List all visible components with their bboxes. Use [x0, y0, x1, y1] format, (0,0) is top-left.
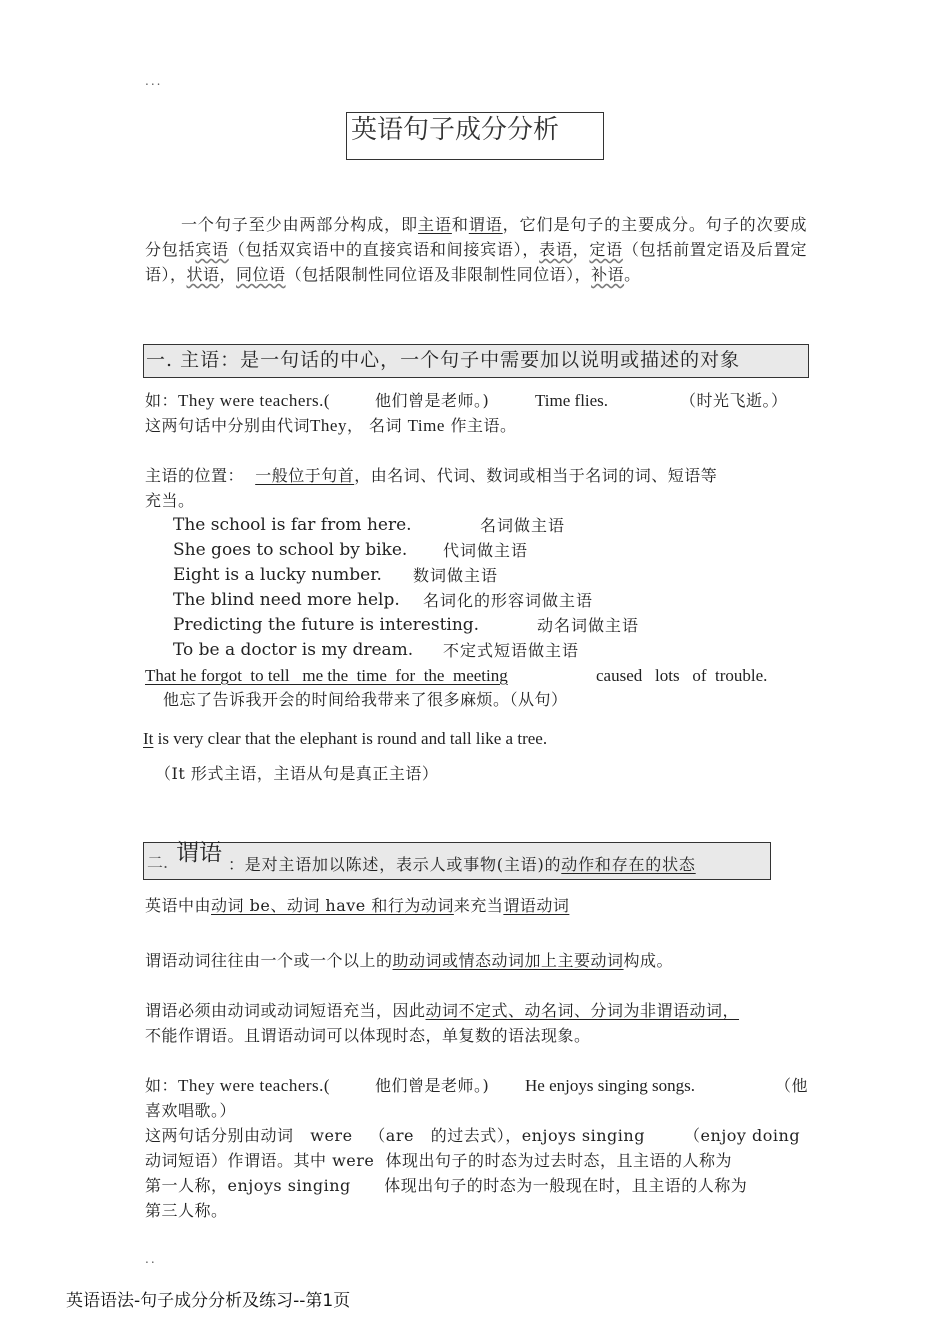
- line-underlined: 助动词或情态动词加上主要动词: [392, 951, 624, 970]
- section2-big: 谓语: [176, 840, 222, 866]
- s2-explain2: 动词短语）作谓语。其中 were 体现出句子的时态为过去时态，且主语的人称为: [145, 1151, 733, 1170]
- s2-example2-en: He enjoys singing songs.: [525, 1076, 695, 1095]
- intro-text: ，: [572, 240, 590, 259]
- it-word: It: [143, 729, 154, 748]
- term-adverbial: 状语: [186, 265, 220, 284]
- clause-subject: [145, 663, 508, 688]
- example-en: Eight is a lucky number.: [173, 565, 382, 585]
- example-en: She goes to school by bike.: [173, 540, 408, 560]
- line-underlined: 动词不定式、动名词、分词为非谓语动词，: [425, 1001, 740, 1020]
- s2-explain3: 第一人称，enjoys singing 体现出句子的时态为一般现在时，且主语的人称为: [145, 1176, 748, 1195]
- term-object: 宾语: [195, 240, 229, 259]
- line-text: 来充当: [453, 896, 504, 915]
- s2-explain1: 这两句话分别由动词 were （are 的过去式），enjoys singing （enjoy doing: [145, 1126, 801, 1145]
- example-note: 动名词做主语: [537, 616, 640, 635]
- example-note: 名词化的形容词做主语: [423, 591, 594, 610]
- example1-en: They were teachers.(: [178, 391, 331, 410]
- example-note: 名词做主语: [480, 516, 566, 535]
- term-attributive: 定语: [589, 240, 623, 259]
- example1-en: They were teachers.(: [178, 1076, 331, 1095]
- line-text: 英语中由: [145, 896, 212, 915]
- example-note: 代词做主语: [443, 541, 529, 560]
- subject-example: [173, 563, 382, 588]
- explain-text: 这两句话中分别由代词: [145, 416, 311, 435]
- explain-text: 作主语。: [450, 416, 517, 435]
- subject-example: [173, 513, 412, 538]
- s2-example2-cn-cont: 喜欢唱歌。）: [145, 1101, 237, 1120]
- clause-subject-text: That he forgot to tell me the time for the meeting: [145, 666, 508, 685]
- section2-heading-text: [228, 852, 696, 877]
- intro-text: ，它们是句子的主要成分。句子的次要成分包括: [145, 215, 807, 259]
- position-text: ，由名词、代词、数词或相当于名词的词、短语等: [354, 466, 718, 485]
- subject-example: [173, 638, 413, 663]
- term-predicative: 表语: [539, 240, 573, 259]
- explain-they: They: [310, 416, 347, 435]
- line-text: 构成。: [623, 951, 674, 970]
- subject-example: [173, 588, 400, 613]
- s2-example-line: [145, 1073, 330, 1098]
- example-prefix: 如：: [145, 1076, 179, 1095]
- s1-example2-en: Time flies.: [535, 391, 609, 410]
- heading-text: ：是对主语加以陈述，表示人或事物(主语)的: [228, 855, 562, 874]
- s1-example-line: [145, 388, 330, 413]
- term-predicate: 谓语: [468, 215, 503, 234]
- bottom-dots: ..: [145, 1252, 157, 1266]
- example-note: 不定式短语做主语: [443, 641, 580, 660]
- intro-text: （包括双宾语中的直接宾语和间接宾语），: [228, 240, 540, 259]
- intro-text: （包括前置定语及后置定语），: [145, 240, 807, 284]
- s2-explain4: 第三人称。: [145, 1201, 228, 1220]
- s1-position: [145, 463, 717, 488]
- intro-text: ，: [219, 265, 237, 284]
- line-text: 谓语动词往往由一个或一个以上的: [145, 951, 393, 970]
- s1-position-line2: 充当。: [145, 491, 195, 510]
- line-underlined: 谓语动词: [503, 896, 570, 915]
- it-rest: is very clear that the elephant is round and tall like a tree.: [153, 729, 548, 748]
- term-subject: 主语: [418, 215, 452, 234]
- line-underlined: 动词 be、动词 have 和行为动词: [211, 896, 454, 915]
- s1-example2-cn: （时光飞逝。）: [680, 391, 788, 410]
- s2-example2-cn: （他: [775, 1076, 809, 1095]
- subject-example: [173, 538, 407, 563]
- line-text: 谓语必须由动词或动词短语充当，因此: [145, 1001, 426, 1020]
- s2-line2: [145, 948, 673, 973]
- term-complement: 补语: [591, 265, 625, 284]
- s2-line3: [145, 998, 739, 1023]
- position-label: 主语的位置：: [145, 466, 245, 485]
- position-underlined: 一般位于句首: [255, 466, 355, 485]
- top-dots: ...: [145, 74, 163, 88]
- intro-text: （包括限制性同位语及非限制性同位语），: [285, 265, 592, 284]
- page-title: 英语句子成分分析: [346, 112, 604, 160]
- s2-line1: [145, 893, 569, 918]
- intro-text: 一个句子至少由两部分构成，即: [181, 215, 418, 234]
- intro-text: 和: [451, 215, 469, 234]
- s1-example1-cn: 他们曾是老师。): [375, 391, 490, 410]
- s1-explain: [145, 413, 517, 438]
- example-en: The blind need more help.: [173, 590, 400, 610]
- it-note: （It 形式主语，主语从句是真正主语）: [155, 764, 439, 783]
- clause-rest: caused lots of trouble.: [596, 666, 768, 685]
- s2-line3b: 不能作谓语。且谓语动词可以体现时态，单复数的语法现象。: [145, 1026, 591, 1045]
- example-en: To be a doctor is my dream.: [173, 640, 414, 660]
- page-footer: 英语语法-句子成分分析及练习--第1页: [66, 1291, 351, 1311]
- example-note: 数词做主语: [413, 566, 499, 585]
- intro-text: 。: [624, 265, 641, 284]
- section1-heading: 一. 主语：是一句话的中心，一个句子中需要加以说明或描述的对象: [143, 344, 809, 378]
- subject-example: [173, 613, 479, 638]
- explain-time: Time: [407, 416, 445, 435]
- term-appositive: 同位语: [236, 265, 286, 284]
- clause-cn: 他忘了告诉我开会的时间给我带来了很多麻烦。（从句）: [163, 690, 568, 709]
- example-en: Predicting the future is interesting.: [173, 615, 480, 635]
- section2-num: 二.: [147, 853, 169, 872]
- it-sentence: [143, 726, 547, 751]
- heading-underlined: 动作和存在的状态: [561, 855, 696, 874]
- example-en: The school is far from here.: [173, 515, 412, 535]
- explain-text: ， 名词: [346, 416, 403, 435]
- s2-example1-cn: 他们曾是老师。): [375, 1076, 490, 1095]
- intro-paragraph: [145, 212, 807, 287]
- example-prefix: 如：: [145, 391, 179, 410]
